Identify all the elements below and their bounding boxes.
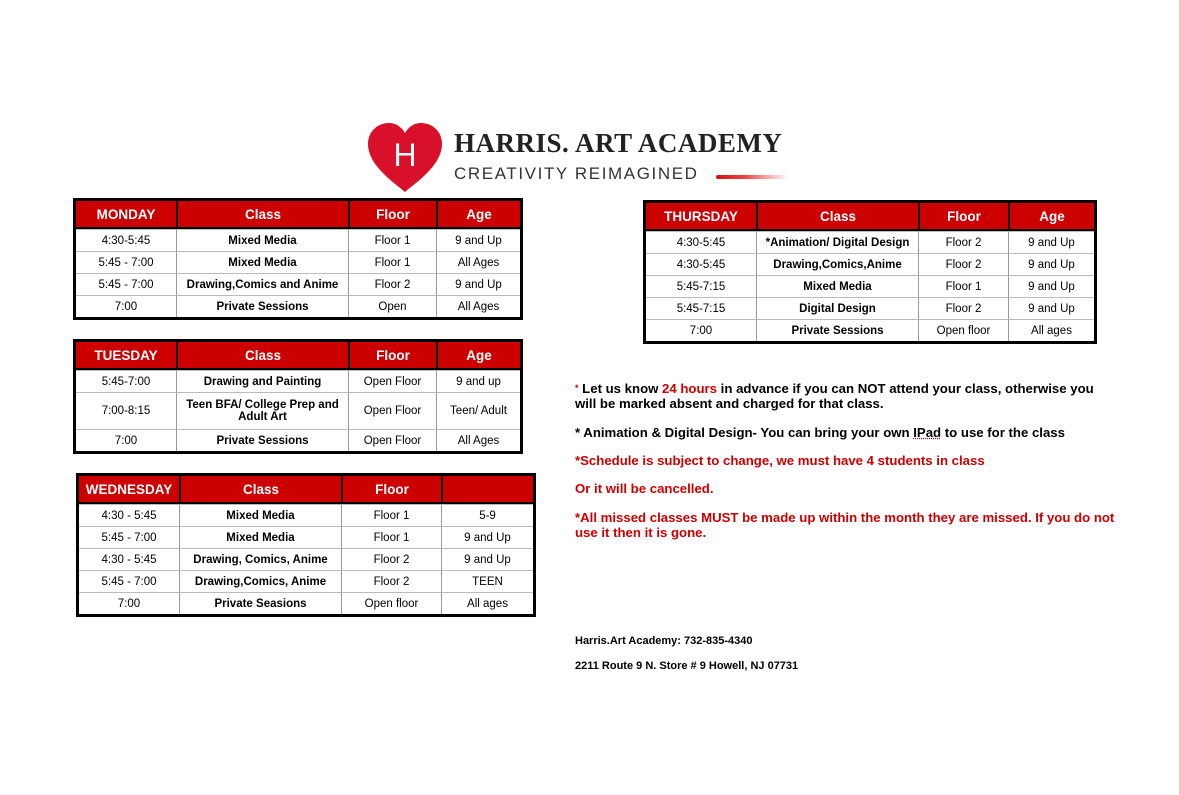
class-cell: Mixed Media	[176, 251, 348, 273]
age-cell: All Ages	[436, 429, 520, 451]
floor-cell: Floor 2	[918, 253, 1008, 275]
note-highlight-hours: 24 hours	[662, 381, 718, 396]
age-cell: 9 and Up	[1008, 297, 1094, 319]
floor-cell: Floor 2	[341, 548, 441, 570]
logo-letter: H	[393, 137, 417, 173]
table-row	[76, 370, 520, 392]
wednesday-schedule-table	[76, 473, 536, 617]
time-cell: 4:30-5:45	[646, 231, 756, 253]
table-row	[646, 297, 1094, 319]
schedule-change-note: *Schedule is subject to change, we must have 4 students in class	[575, 453, 985, 468]
academy-logo	[366, 122, 806, 194]
floor-cell: Open Floor	[348, 370, 436, 392]
class-cell: Drawing,Comics and Anime	[176, 273, 348, 295]
header-age: Age	[436, 201, 520, 229]
floor-cell: Floor 1	[348, 251, 436, 273]
time-cell: 4:30-5:45	[76, 229, 176, 251]
academy-name: HARRIS. ART ACADEMY	[454, 128, 783, 158]
header-class: Class	[176, 201, 348, 229]
age-cell: 9 and Up	[1008, 253, 1094, 275]
class-cell: Drawing and Painting	[176, 370, 348, 392]
academy-tagline: CREATIVITY REIMAGINED	[454, 164, 699, 183]
table-row	[646, 319, 1094, 341]
time-cell: 7:00	[76, 429, 176, 451]
contact-phone: Harris.Art Academy: 732-835-4340	[575, 635, 753, 647]
age-cell: 9 and Up	[441, 526, 533, 548]
header-day: TUESDAY	[76, 342, 176, 370]
table-row	[646, 275, 1094, 297]
age-cell: All Ages	[436, 295, 520, 317]
class-cell: Digital Design	[756, 297, 918, 319]
age-cell: All ages	[1008, 319, 1094, 341]
attendance-note	[575, 381, 1115, 411]
class-cell: Mixed Media	[756, 275, 918, 297]
floor-cell: Open Floor	[348, 392, 436, 429]
time-cell: 4:30 - 5:45	[79, 504, 179, 526]
class-cell: Private Sessions	[176, 429, 348, 451]
table-row	[76, 251, 520, 273]
table-row	[79, 570, 533, 592]
age-cell: 9 and Up	[1008, 231, 1094, 253]
class-cell: Private Sessions	[756, 319, 918, 341]
class-cell: Mixed Media	[176, 229, 348, 251]
age-cell: 5-9	[441, 504, 533, 526]
time-cell: 5:45 - 7:00	[79, 526, 179, 548]
age-cell: TEEN	[441, 570, 533, 592]
time-cell: 5:45-7:15	[646, 297, 756, 319]
class-cell: Private Seasions	[179, 592, 341, 614]
age-cell: 9 and up	[436, 370, 520, 392]
header-age	[441, 476, 533, 504]
floor-cell: Open floor	[341, 592, 441, 614]
class-cell: Drawing,Comics, Anime	[179, 570, 341, 592]
note-text: * Animation & Digital Design- You can bring your own	[575, 425, 914, 440]
class-cell: Mixed Media	[179, 526, 341, 548]
time-cell: 5:45 - 7:00	[76, 251, 176, 273]
ipad-note	[575, 425, 1115, 440]
age-cell: 9 and Up	[1008, 275, 1094, 297]
age-cell: Teen/ Adult	[436, 392, 520, 429]
header-day: MONDAY	[76, 201, 176, 229]
floor-cell: Floor 1	[918, 275, 1008, 297]
table-row	[646, 231, 1094, 253]
floor-cell: Open floor	[918, 319, 1008, 341]
age-cell: 9 and Up	[436, 229, 520, 251]
note-text: to use for the class	[941, 425, 1065, 440]
time-cell: 5:45-7:00	[76, 370, 176, 392]
table-row	[79, 548, 533, 570]
note-text: Let us know	[578, 381, 663, 396]
age-cell: 9 and Up	[436, 273, 520, 295]
table-row	[79, 526, 533, 548]
header-floor: Floor	[348, 201, 436, 229]
time-cell: 7:00	[646, 319, 756, 341]
time-cell: 7:00-8:15	[76, 392, 176, 429]
header-floor: Floor	[348, 342, 436, 370]
cancellation-note: Or it will be cancelled.	[575, 481, 714, 496]
header-day: THURSDAY	[646, 203, 756, 231]
header-age: Age	[1008, 203, 1094, 231]
note-text: in advance if you can NOT attend your class, otherwise you will be marked absent and charged for that class.	[575, 381, 1094, 411]
header-day: WEDNESDAY	[79, 476, 179, 504]
note-ipad-word: IPad	[913, 425, 942, 440]
header-class: Class	[756, 203, 918, 231]
table-row	[76, 392, 520, 429]
table-row	[76, 429, 520, 451]
class-cell: Drawing,Comics,Anime	[756, 253, 918, 275]
floor-cell: Floor 2	[918, 231, 1008, 253]
missed-classes-note: *All missed classes MUST be made up within the month they are missed. If you do not use it then it is gone.	[575, 510, 1115, 540]
table-row	[76, 229, 520, 251]
heart-logo-icon	[366, 122, 444, 194]
table-row	[79, 592, 533, 614]
header-class: Class	[179, 476, 341, 504]
time-cell: 4:30 - 5:45	[79, 548, 179, 570]
floor-cell: Open Floor	[348, 429, 436, 451]
thursday-schedule-table	[643, 200, 1097, 344]
floor-cell: Floor 2	[341, 570, 441, 592]
time-cell: 5:45 - 7:00	[79, 570, 179, 592]
age-cell: 9 and Up	[441, 548, 533, 570]
table-row	[76, 295, 520, 317]
floor-cell: Floor 1	[341, 526, 441, 548]
class-cell: Drawing, Comics, Anime	[179, 548, 341, 570]
table-row	[646, 253, 1094, 275]
table-row	[79, 504, 533, 526]
time-cell: 4:30-5:45	[646, 253, 756, 275]
time-cell: 5:45 - 7:00	[76, 273, 176, 295]
floor-cell: Floor 2	[348, 273, 436, 295]
class-cell: Teen BFA/ College Prep and Adult Art	[176, 392, 348, 429]
monday-schedule-table	[73, 198, 523, 320]
note-star: *	[575, 383, 579, 393]
time-cell: 7:00	[76, 295, 176, 317]
floor-cell: Floor 2	[918, 297, 1008, 319]
floor-cell: Open	[348, 295, 436, 317]
class-cell: *Animation/ Digital Design	[756, 231, 918, 253]
tuesday-schedule-table	[73, 339, 523, 454]
header-age: Age	[436, 342, 520, 370]
floor-cell: Floor 1	[348, 229, 436, 251]
header-floor: Floor	[341, 476, 441, 504]
header-class: Class	[176, 342, 348, 370]
table-row	[76, 273, 520, 295]
time-cell: 5:45-7:15	[646, 275, 756, 297]
age-cell: All Ages	[436, 251, 520, 273]
class-cell: Mixed Media	[179, 504, 341, 526]
floor-cell: Floor 1	[341, 504, 441, 526]
tagline-swoosh	[716, 175, 788, 179]
age-cell: All ages	[441, 592, 533, 614]
header-floor: Floor	[918, 203, 1008, 231]
time-cell: 7:00	[79, 592, 179, 614]
contact-address: 2211 Route 9 N. Store # 9 Howell, NJ 07731	[575, 660, 799, 672]
class-cell: Private Sessions	[176, 295, 348, 317]
